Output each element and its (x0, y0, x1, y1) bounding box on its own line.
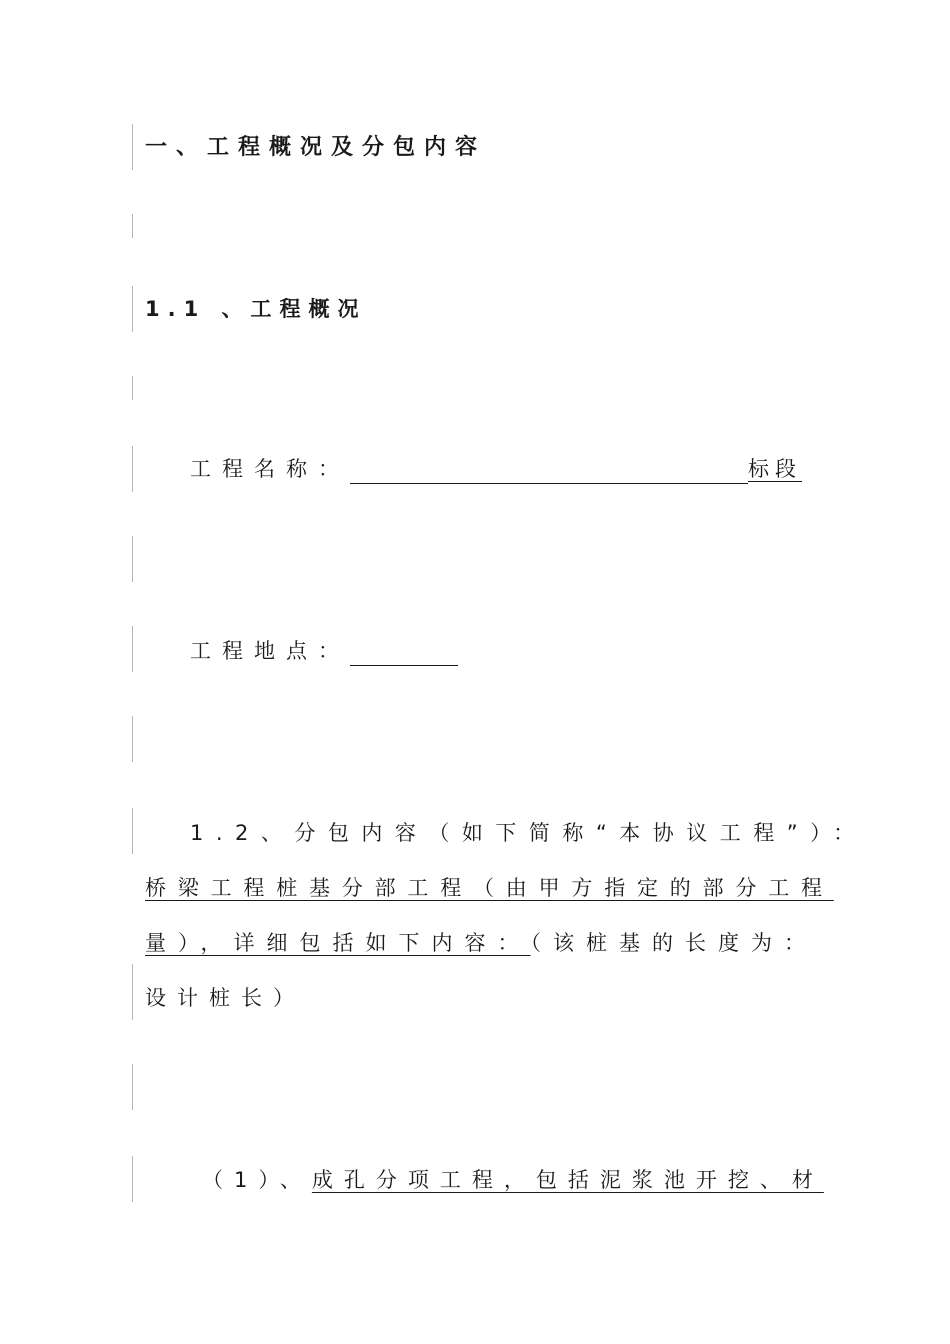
project-location-label: 工程地点： (190, 639, 350, 663)
margin-bar (132, 286, 133, 332)
section-1-2-line3-rest: （该桩基的长度为： (530, 931, 817, 955)
project-name-row (190, 454, 802, 484)
section-1-2-line3 (145, 928, 817, 958)
section-1-2-line3-underlined: 量），详细包括如下内容： (145, 931, 531, 955)
item-1-prefix: （1）、 (202, 1168, 312, 1192)
project-name-suffix: 标段 (748, 457, 802, 481)
section-heading: 一、工程概况及分包内容 (145, 135, 487, 160)
project-name-field[interactable] (350, 459, 748, 484)
project-location-field[interactable] (350, 641, 458, 666)
subsection-heading: 1.1 、工程概况 (145, 297, 367, 321)
item-1-text: 成孔分项工程，包括泥浆池开挖、材 (311, 1168, 824, 1192)
margin-bar (132, 376, 133, 400)
section-1-2-intro: 1.2、分包内容（如下简称“本协议工程”）： (190, 821, 867, 845)
margin-bar (132, 626, 133, 672)
project-location-row (190, 636, 458, 666)
margin-bar (132, 214, 133, 238)
item-1-row (202, 1165, 824, 1195)
margin-bar (132, 808, 133, 854)
margin-bar (132, 716, 133, 762)
margin-bar (132, 1064, 133, 1110)
margin-bar (132, 446, 133, 492)
margin-bar (132, 124, 133, 170)
section-1-2-line4: 设计桩长） (145, 986, 305, 1010)
margin-bar (132, 964, 133, 1020)
section-1-2-line2: 桥梁工程桩基分部工程（由甲方指定的部分工程 (145, 876, 834, 900)
project-name-label: 工程名称： (190, 457, 350, 481)
margin-bar (132, 1156, 133, 1202)
margin-bar (132, 536, 133, 582)
